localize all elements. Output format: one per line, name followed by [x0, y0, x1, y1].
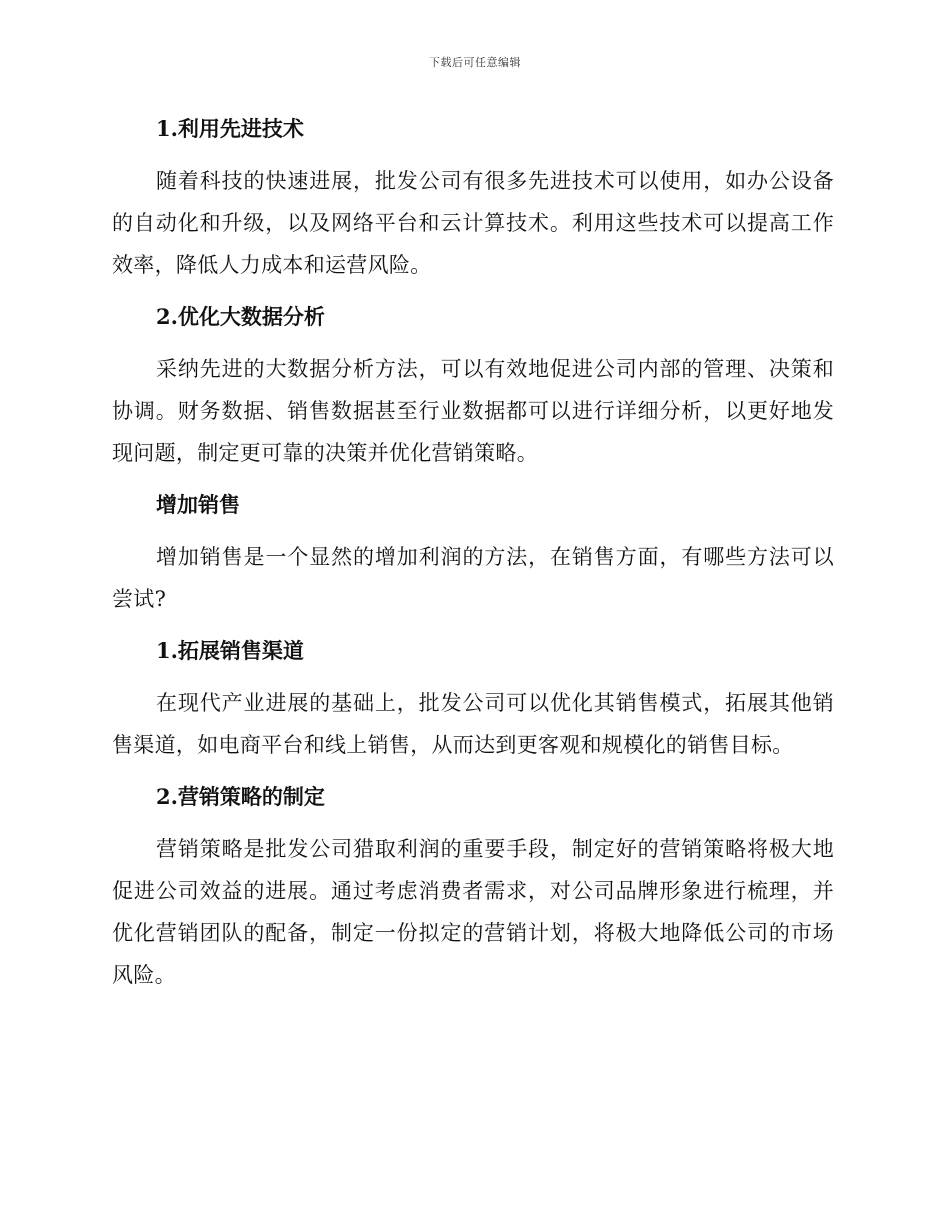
document-body [112, 108, 834, 1006]
section-paragraph: 营销策略是批发公司猎取利润的重要手段，制定好的营销策略将极大地促进公司效益的进展。通过考虑消费者需求，对公司品牌形象进行梳理，并优化营销团队的配备，制定一份拟定的营销计划，将极大地降低公司的市场风险。 [112, 837, 834, 987]
section-heading: 1.拓展销售渠道 [156, 638, 304, 663]
page-header: 下载后可任意编辑 [429, 56, 521, 69]
section-heading: 1.利用先进技术 [156, 116, 304, 141]
section-paragraph: 采纳先进的大数据分析方法，可以有效地促进公司内部的管理、决策和协调。财务数据、销售数据甚至行业数据都可以进行详细分析，以更好地发现问题，制定更可靠的决策并优化营销策略。 [112, 357, 834, 465]
section-heading: 2.优化大数据分析 [156, 304, 325, 329]
section-paragraph: 增加销售是一个显然的增加利润的方法，在销售方面，有哪些方法可以尝试? [112, 545, 834, 611]
section-heading: 2.营销策略的制定 [156, 784, 325, 809]
section-paragraph: 在现代产业进展的基础上，批发公司可以优化其销售模式，拓展其他销售渠道，如电商平台和线上销售，从而达到更客观和规模化的销售目标。 [112, 691, 834, 757]
section-paragraph: 随着科技的快速进展，批发公司有很多先进技术可以使用，如办公设备的自动化和升级，以及网络平台和云计算技术。利用这些技术可以提高工作效率，降低人力成本和运营风险。 [112, 169, 834, 277]
section-heading: 增加销售 [156, 492, 240, 517]
